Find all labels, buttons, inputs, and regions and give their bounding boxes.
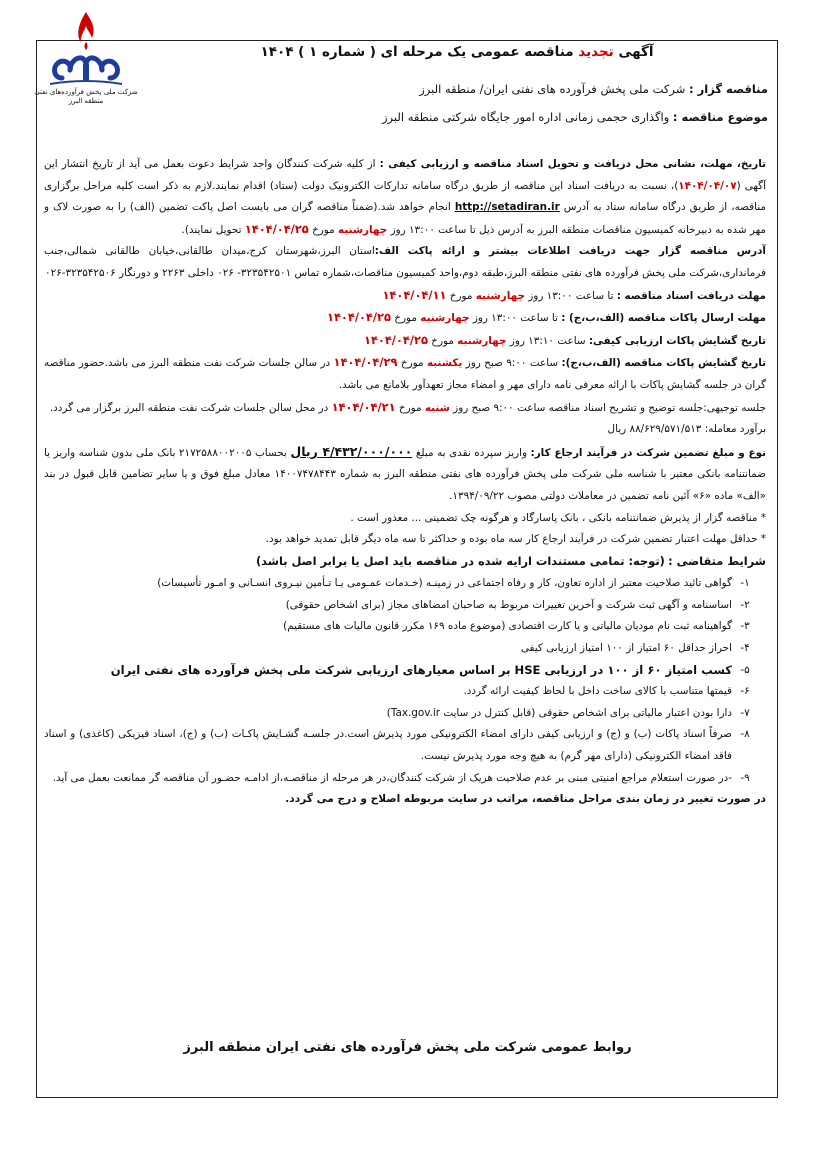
section-estimate: برآورد معامله: ۸۸/۶۲۹/۵۷۱/۵۱۳ ریال: [607, 423, 766, 436]
setadiran-link[interactable]: http://setadiran.ir: [454, 201, 560, 214]
conditions-heading: شرایط متقاضی : (توجه: تمامی مستندات ارایه شده در مناقصه باید اصل یا برابر اصل باشد): [255, 553, 766, 568]
section-quality-opening: تاریخ گشایش پاکات ارزیابی کیفی: ساعت ۱۳:۱۰ روز چهارشنبه مورخ ۱۴۰۴/۰۴/۲۵: [364, 332, 766, 347]
section-tender-opening: تاریخ گشایش پاکات مناقصه (الف،ب،ج): ساعت ۹:۰۰ صبح روز یکشنبه مورخ ۱۴۰۴/۰۴/۲۹ در سالن جلسات شرکت نفت منطقه البرز می باشد.حضور مناقصه گران در جلسه گشایش پاکات با ارائه معرفی نامه دارای مهر و امضاء مجاز تعهدآور بلامانع می باشد.: [44, 355, 767, 391]
section-receive-deadline: مهلت دریافت اسناد مناقصه : تا ساعت ۱۳:۰۰ روز چهارشنبه مورخ ۱۴۰۴/۰۴/۱۱: [382, 287, 766, 302]
list-item: ۵- کسب امتیاز ۶۰ از ۱۰۰ در ارزیابی HSE بر اساس معیارهای ارزیابی شرکت ملی پخش فرآورده های نفتی ایران: [110, 662, 750, 677]
svg-text:شرکت ملی پخش فرآورده‌های نفتی: شرکت ملی پخش فرآورده‌های نفتی: [34, 88, 138, 96]
subject-line: موضوع مناقصه : واگذاری حجمی زمانی اداره امور جایگاه شرکتی منطقه البرز: [381, 110, 768, 124]
document-body: [44, 154, 766, 811]
section-send-deadline: مهلت ارسال پاکات مناقصه (الف،ب،ج) : تا ساعت ۱۳:۰۰ روز چهارشنبه مورخ ۱۴۰۴/۰۴/۲۵: [327, 310, 766, 325]
guarantee-note-1: * مناقصه گزار از پذیرش ضمانتنامه بانکی ، بانک پاسارگاد و هرگونه چک تضمینی ... معذور است .: [350, 511, 766, 524]
page-title: آگهی تجدید مناقصه عمومی یک مرحله ای ( شماره ۱ ) ۱۴۰۴: [260, 44, 654, 60]
conditions-list: [44, 573, 766, 789]
list-item: ۷- دارا بودن اعتبار مالیاتی برای اشخاص حقوقی (قابل کنترل در سایت Tax.gov.ir): [386, 706, 750, 719]
list-item: ۸- صرفاً اسناد پاکات (ب) و (ج) و ارزیابی کیفی دارای امضاء الکترونیکی مورد پذیرش است.در جلسـه گشـایش پاکـات (ب) و (ج)، اسناد فیزیکی (کاغذی) و اسناد فاقد امضاء الکترونیکی (دارای مهر گرم) به هیچ وجه مورد پذیرش نیست.: [44, 728, 750, 763]
issuer-line: مناقصه گزار : شرکت ملی پخش فرآورده های نفتی ایران/ منطقه البرز: [419, 82, 768, 96]
schedule-change-note: در صورت تغییر در زمان بندی مراحل مناقصه، مراتب در سایت مربوطه اصلاح و درج می گردد.: [285, 793, 766, 806]
document-header: [40, 42, 774, 142]
section-schedule: تاریخ، مهلت، نشانی محل دریافت و تحویل اسناد مناقصه و ارزیابی کیفی : از کلیه شرکت کنندگان واجد شرایط دعوت بعمل می آید از تاریخ انتشار این آگهی (۱۴۰۴/۰۴/۰۷)، نسبت به دریافت اسناد این مناقصه از طریق درگاه سامانه تدارکات الکترونیک دولت (ستاد) اقدام نمایند.لازم به ذکر است کلیه مراحل برگزاری مناقصه، از طریق درگاه سامانه ستاد به آدرس http://setadiran.ir انجام خواهد شد.(ضمناً مناقصه گران می بایست اصل پاکت تضمین (الف) را به صورت لاک و مهر شده به دبیرخانه کمیسیون مناقصات منطقه البرز به آدرس ذیل تا ساعت ۱۳:۰۰ روز چهارشنبه مورخ ۱۴۰۴/۰۴/۲۵ تحویل نمایند).: [44, 158, 767, 236]
list-item: ۶- قیمتها متناسب با کالای ساخت داخل با لحاظ کیفیت ارائه گردد.: [463, 685, 750, 698]
list-item: ۹- -در صورت استعلام مراجع امنیتی مبنی بر عدم صلاحیت هریک از شرکت کنندگان،در هر مرحله از مناقصـه،از ادامـه حضـور آن مناقصه گر ممانعت بعمل می آید.: [52, 771, 750, 784]
guarantee-note-2: * حداقل مهلت اعتبار تضمین شرکت در فرآیند ارجاع کار سه ماه بوده و حداکثر تا سه ماه دیگر قابل تمدید خواهد بود.: [265, 533, 766, 546]
svg-text:منطقه البرز: منطقه البرز: [68, 97, 104, 105]
list-item: ۳- گواهینامه ثبت نام مودیان مالیاتی و یا کارت اقتصادی (موضوع ماده ۱۶۹ مکرر قانون مالیات های مستقیم): [283, 620, 750, 633]
section-briefing: جلسه توجیهی:جلسه توضیح و تشریح اسناد مناقصه ساعت ۹:۰۰ صبح روز شنبه مورخ ۱۴۰۴/۰۴/۲۱ در محل سالن جلسات شرکت نفت منطقه البرز برگزار می گردد.: [49, 399, 766, 414]
list-item: ۲- اساسنامه و آگهی ثبت شرکت و آخرین تغییرات مربوط به صاحبان امضاهای مجاز (برای اشخاص حقوقی): [285, 598, 750, 611]
footer-signature: روابط عمومی شرکت ملی پخش فرآورده های نفتی ایران منطقه البرز: [183, 1040, 632, 1055]
list-item: ۱- گواهی تائید صلاحیت معتبر از اداره تعاون، کار و رفاه اجتماعی در زمینـه (خـدمات عمـومی یـا تـأمین نیـروی انسـانی و امـور تأسیسات): [157, 577, 750, 590]
flame-logo-icon: [34, 8, 138, 105]
company-logo: [34, 8, 138, 105]
section-guarantee: نوع و مبلغ تضمین شرکت در فرآیند ارجاع کار: واریز سپرده نقدی به مبلغ ۴/۴۳۲/۰۰۰/۰۰۰ ریال بحساب ۲۱۷۲۵۸۸۰۰۲۰۰۵ بانک ملی بدون شناسه واریز یا ضمانتنامه بانکی معتبر با شناسه ملی شرکت ملی پخش فرآورده های نفتی منطقه البرز به شماره ۱۴۰۰۷۴۷۸۴۴۳ معادل مبلغ فوق و یا سایر تضامین قابل قبول در بند «الف» ماده «۶» آئین نامه تضمین در معاملات دولتی مصوب ۱۳۹۴/۰۹/۲۲.: [44, 443, 767, 502]
list-item: ۴- احراز حداقل ۶۰ امتیاز از ۱۰۰ امتیاز ارزیابی کیفی: [520, 642, 750, 655]
section-address: آدرس مناقصه گزار جهت دریافت اطلاعات بیشتر و ارائه پاکت الف:استان البرز،شهرستان کرج،میدان طالقانی،خیابان طالقانی شمالی،جنب فرمانداری،شرکت ملی پخش فرآورده های نفتی منطقه البرز،طبقه دوم،واحد کمیسیون مناقصات،شماره تماس ۳۲۳۵۴۲۵۰۱- ۰۲۶ داخلی ۲۲۶۳ و دورنگار ۳۲۳۵۴۲۵۰۶-۰۲۶: [44, 245, 766, 279]
